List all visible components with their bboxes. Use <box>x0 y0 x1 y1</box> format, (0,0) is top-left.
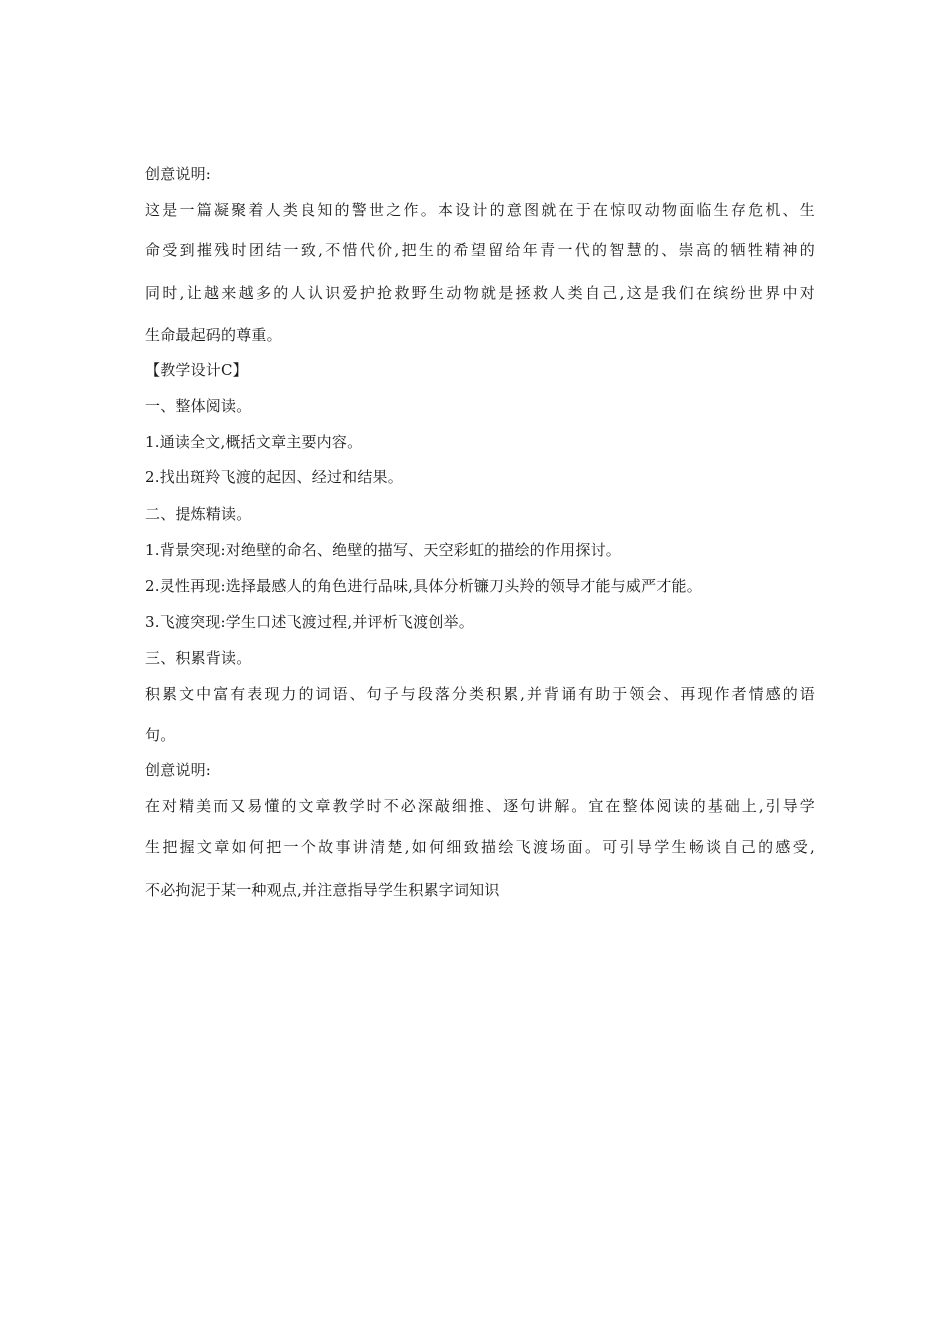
section2-line-1: 在对精美而又易懂的文章教学时不必深敲细推、逐句讲解。宜在整体阅读的基础上,引导学 <box>145 797 815 815</box>
section2-heading: 创意说明: <box>145 761 212 779</box>
section2-line-2: 生把握文章如何把一个故事讲清楚,如何细致描绘飞渡场面。可引导学生畅谈自己的感受, <box>145 838 815 856</box>
part1-heading: 一、整体阅读。 <box>145 397 252 415</box>
part2-heading: 二、提炼精读。 <box>145 505 252 523</box>
design-c-title: 【教学设计C】 <box>145 361 248 379</box>
section1-line-2: 命受到摧残时团结一致,不惜代价,把生的希望留给年青一代的智慧的、崇高的牺牲精神的 <box>145 241 815 259</box>
part1-item-2: 2.找出斑羚飞渡的起因、经过和结果。 <box>145 468 403 486</box>
part2-item-2: 2.灵性再现:选择最感人的角色进行品味,具体分析镰刀头羚的领导才能与威严才能。 <box>145 577 702 595</box>
section1-line-1: 这是一篇凝聚着人类良知的警世之作。本设计的意图就在于在惊叹动物面临生存危机、生 <box>145 201 815 219</box>
part3-line-2: 句。 <box>145 726 176 744</box>
part3-line-1: 积累文中富有表现力的词语、句子与段落分类积累,并背诵有助于领会、再现作者情感的语 <box>145 685 815 703</box>
section1-heading: 创意说明: <box>145 165 212 183</box>
section1-line-3: 同时,让越来越多的人认识爱护抢救野生动物就是拯救人类自己,这是我们在缤纷世界中对 <box>145 284 815 302</box>
section1-line-4: 生命最起码的尊重。 <box>145 326 282 344</box>
part1-item-1: 1.通读全文,概括文章主要内容。 <box>145 433 363 451</box>
part2-item-1: 1.背景突现:对绝壁的命名、绝壁的描写、天空彩虹的描绘的作用探讨。 <box>145 541 621 559</box>
part2-item-3: 3.飞渡突现:学生口述飞渡过程,并评析飞渡创举。 <box>145 613 474 631</box>
section2-line-3: 不必拘泥于某一种观点,并注意指导学生积累字词知识 <box>145 881 500 899</box>
part3-heading: 三、积累背读。 <box>145 649 252 667</box>
